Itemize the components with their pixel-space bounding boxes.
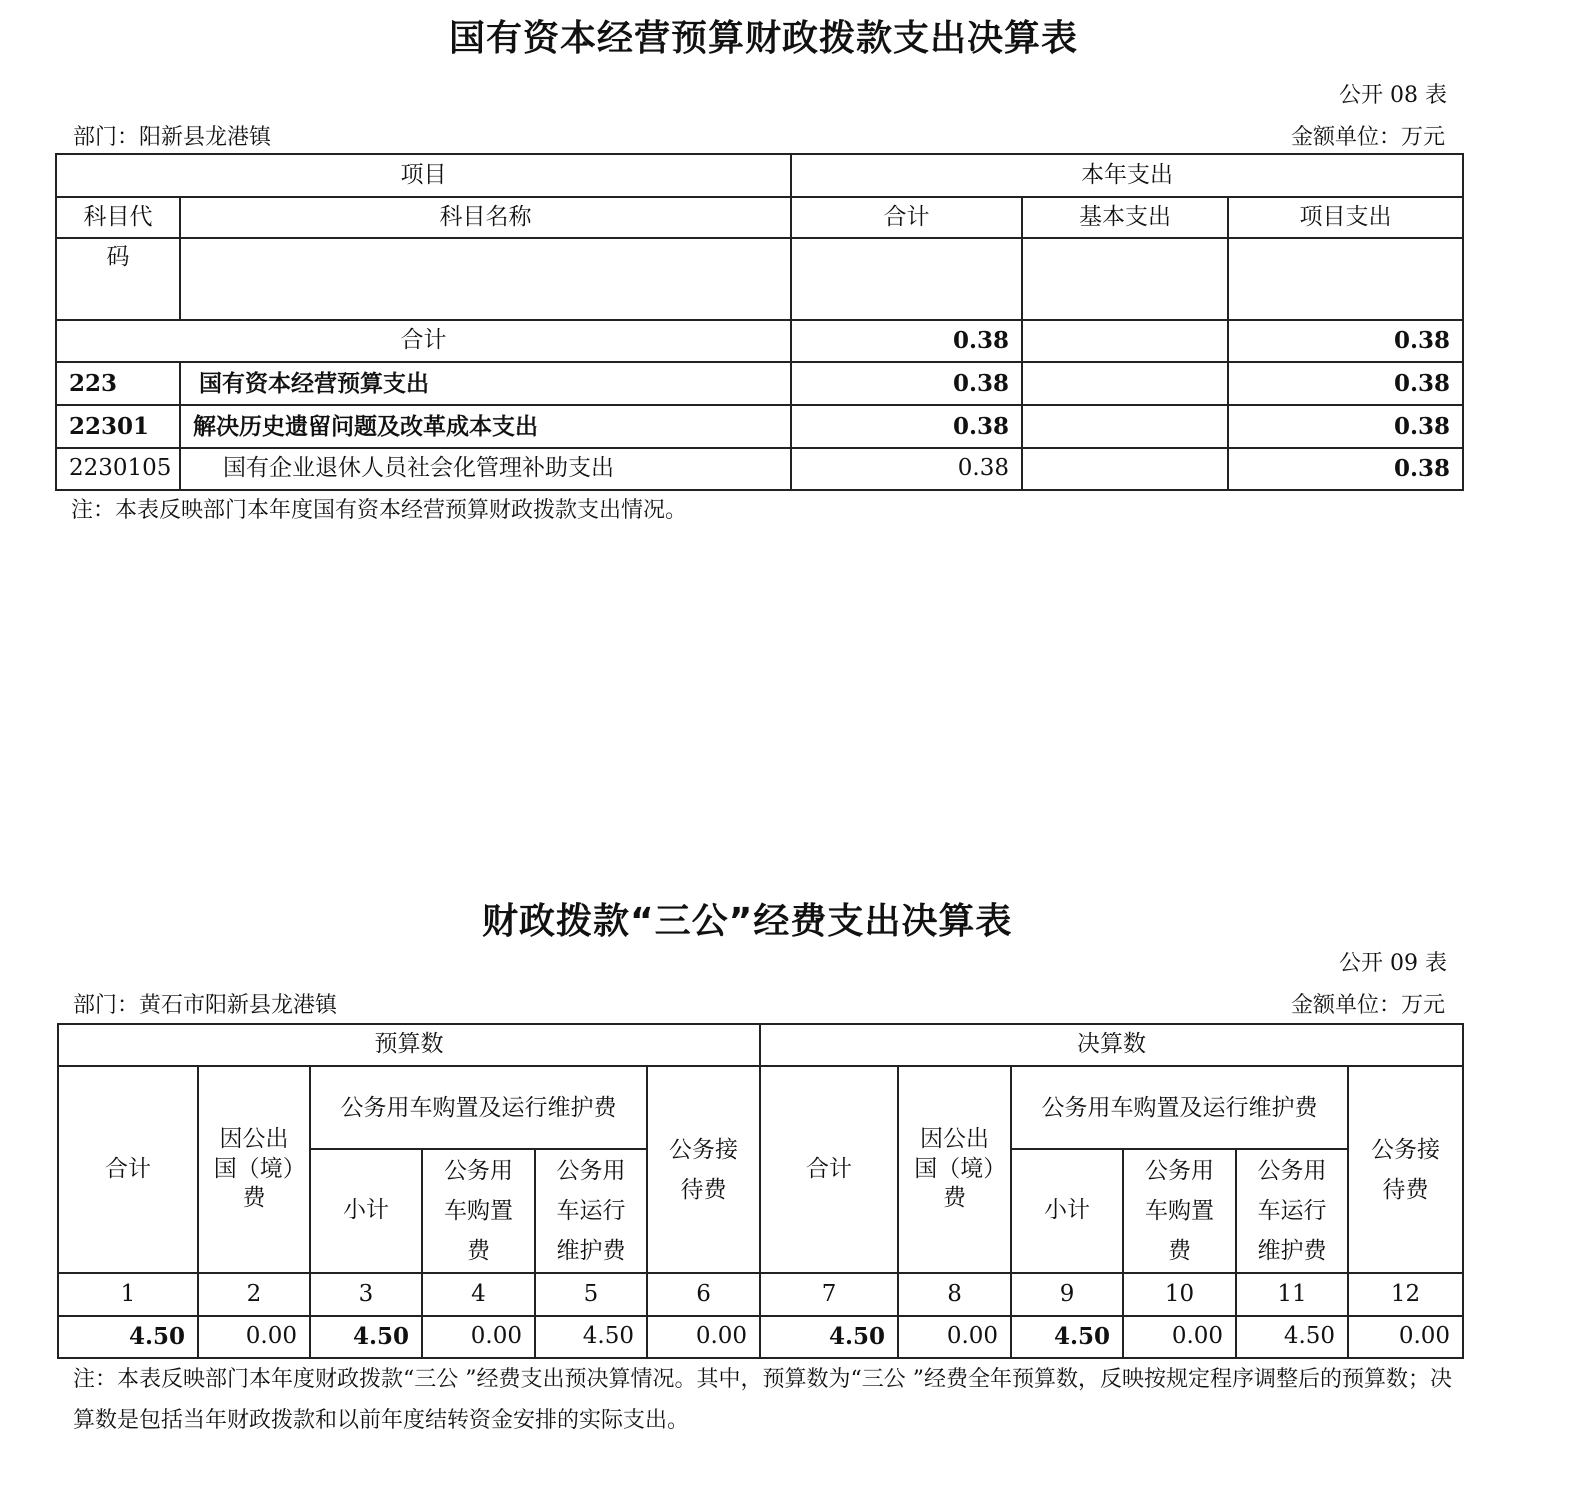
- value-cell: 4.50: [310, 1316, 422, 1358]
- col-number: 1: [58, 1273, 198, 1316]
- value-cell: 0.00: [1348, 1316, 1463, 1358]
- value-cell: 4.50: [1236, 1316, 1348, 1358]
- budget-operate-header: 公务用车运行维护费: [535, 1149, 647, 1273]
- budget-vehicle-header: 公务用车购置及运行维护费: [310, 1066, 647, 1149]
- table1-header-row-3: [56, 238, 1463, 320]
- final-total-header: 合计: [760, 1066, 898, 1273]
- final-vehicle-header: 公务用车购置及运行维护费: [1011, 1066, 1348, 1149]
- row-project: 0.38: [1228, 448, 1463, 490]
- col-number: 4: [422, 1273, 535, 1316]
- header-code: 科目代: [56, 197, 180, 238]
- row-code: 22301: [56, 405, 180, 448]
- header-project: 项目: [56, 154, 791, 197]
- col-number: 11: [1236, 1273, 1348, 1316]
- table2: [57, 1023, 1464, 1359]
- table2-column-number-row: [58, 1273, 1463, 1316]
- col-number: 7: [760, 1273, 898, 1316]
- budget-reception-header: 公务接待费: [647, 1066, 760, 1273]
- total-project: 0.38: [1228, 320, 1463, 362]
- col-number: 8: [898, 1273, 1011, 1316]
- group-final: 决算数: [760, 1024, 1463, 1066]
- header-project-expense: 项目支出: [1228, 197, 1463, 238]
- header-name: 科目名称: [180, 197, 791, 238]
- row-basic: [1022, 405, 1228, 448]
- row-name: 解决历史遗留问题及改革成本支出: [180, 405, 791, 448]
- total-label: 合计: [56, 320, 791, 362]
- header-this-year: 本年支出: [791, 154, 1463, 197]
- total-amount: 0.38: [791, 320, 1022, 362]
- final-abroad-header: 因公出国（境）费: [898, 1066, 1011, 1273]
- value-cell: 0.00: [1123, 1316, 1236, 1358]
- budget-purchase-header: 公务用车购置费: [422, 1149, 535, 1273]
- table-row: [56, 448, 1463, 490]
- row-project: 0.38: [1228, 405, 1463, 448]
- row-name: 国有企业退休人员社会化管理补助支出: [180, 448, 791, 490]
- value-cell: 4.50: [760, 1316, 898, 1358]
- value-cell: 4.50: [58, 1316, 198, 1358]
- table1-note: 注：本表反映部门本年度国有资本经营预算财政拨款支出情况。: [71, 498, 688, 523]
- header-total: 合计: [791, 197, 1022, 238]
- row-name: 国有资本经营预算支出: [180, 362, 791, 405]
- final-reception-header: 公务接待费: [1348, 1066, 1463, 1273]
- col-number: 2: [198, 1273, 310, 1316]
- col-number: 10: [1123, 1273, 1236, 1316]
- budget-subtotal-header: 小计: [310, 1149, 422, 1273]
- table1-form-number: 公开 08 表: [1339, 83, 1447, 108]
- budget-total-header: 合计: [58, 1066, 198, 1273]
- header-code-cont: 码: [56, 238, 180, 320]
- row-basic: [1022, 362, 1228, 405]
- value-cell: 0.00: [198, 1316, 310, 1358]
- final-subtotal-header: 小计: [1011, 1149, 1123, 1273]
- final-purchase-header: 公务用车购置费: [1123, 1149, 1236, 1273]
- header-basic: 基本支出: [1022, 197, 1228, 238]
- row-total: 0.38: [791, 405, 1022, 448]
- table2-title: 财政拨款“三公”经费支出决算表: [482, 901, 1013, 942]
- row-basic: [1022, 448, 1228, 490]
- table1: [55, 153, 1464, 491]
- table-row: [56, 405, 1463, 448]
- table1-header-row-2: [56, 197, 1463, 238]
- table2-unit: 金额单位：万元: [1290, 993, 1445, 1018]
- group-budget: 预算数: [58, 1024, 760, 1066]
- table1-title: 国有资本经营预算财政拨款支出决算表: [449, 18, 1079, 59]
- total-basic: [1022, 320, 1228, 362]
- table-row: [56, 362, 1463, 405]
- value-cell: 4.50: [535, 1316, 647, 1358]
- value-cell: 0.00: [422, 1316, 535, 1358]
- table1-header-row-1: [56, 154, 1463, 197]
- table1-department: 部门：阳新县龙港镇: [73, 125, 272, 150]
- col-number: 3: [310, 1273, 422, 1316]
- final-operate-header: 公务用车运行维护费: [1236, 1149, 1348, 1273]
- table2-department: 部门：黄石市阳新县龙港镇: [73, 993, 338, 1018]
- col-number: 12: [1348, 1273, 1463, 1316]
- row-total: 0.38: [791, 362, 1022, 405]
- table1-total-row: [56, 320, 1463, 362]
- row-total: 0.38: [791, 448, 1022, 490]
- budget-abroad-header: 因公出国（境）费: [198, 1066, 310, 1273]
- value-cell: 4.50: [1011, 1316, 1123, 1358]
- row-code: 223: [56, 362, 180, 405]
- col-number: 6: [647, 1273, 760, 1316]
- table2-note: 注：本表反映部门本年度财政拨款“三公 ”经费支出预决算情况。其中，预算数为“三公 ”经费全年预算数，反映按规定程序调整后的预算数；决算数是包括当年财政拨款和以前年度结转资金安排的实际支出。: [73, 1367, 1452, 1433]
- table2-header-row-1: [58, 1066, 1463, 1149]
- row-project: 0.38: [1228, 362, 1463, 405]
- col-number: 9: [1011, 1273, 1123, 1316]
- table2-value-row: [58, 1316, 1463, 1358]
- table1-unit: 金额单位：万元: [1290, 125, 1445, 150]
- table2-form-number: 公开 09 表: [1339, 951, 1447, 976]
- row-code: 2230105: [56, 448, 180, 490]
- col-number: 5: [535, 1273, 647, 1316]
- value-cell: 0.00: [647, 1316, 760, 1358]
- table2-group-row: [58, 1024, 1463, 1066]
- value-cell: 0.00: [898, 1316, 1011, 1358]
